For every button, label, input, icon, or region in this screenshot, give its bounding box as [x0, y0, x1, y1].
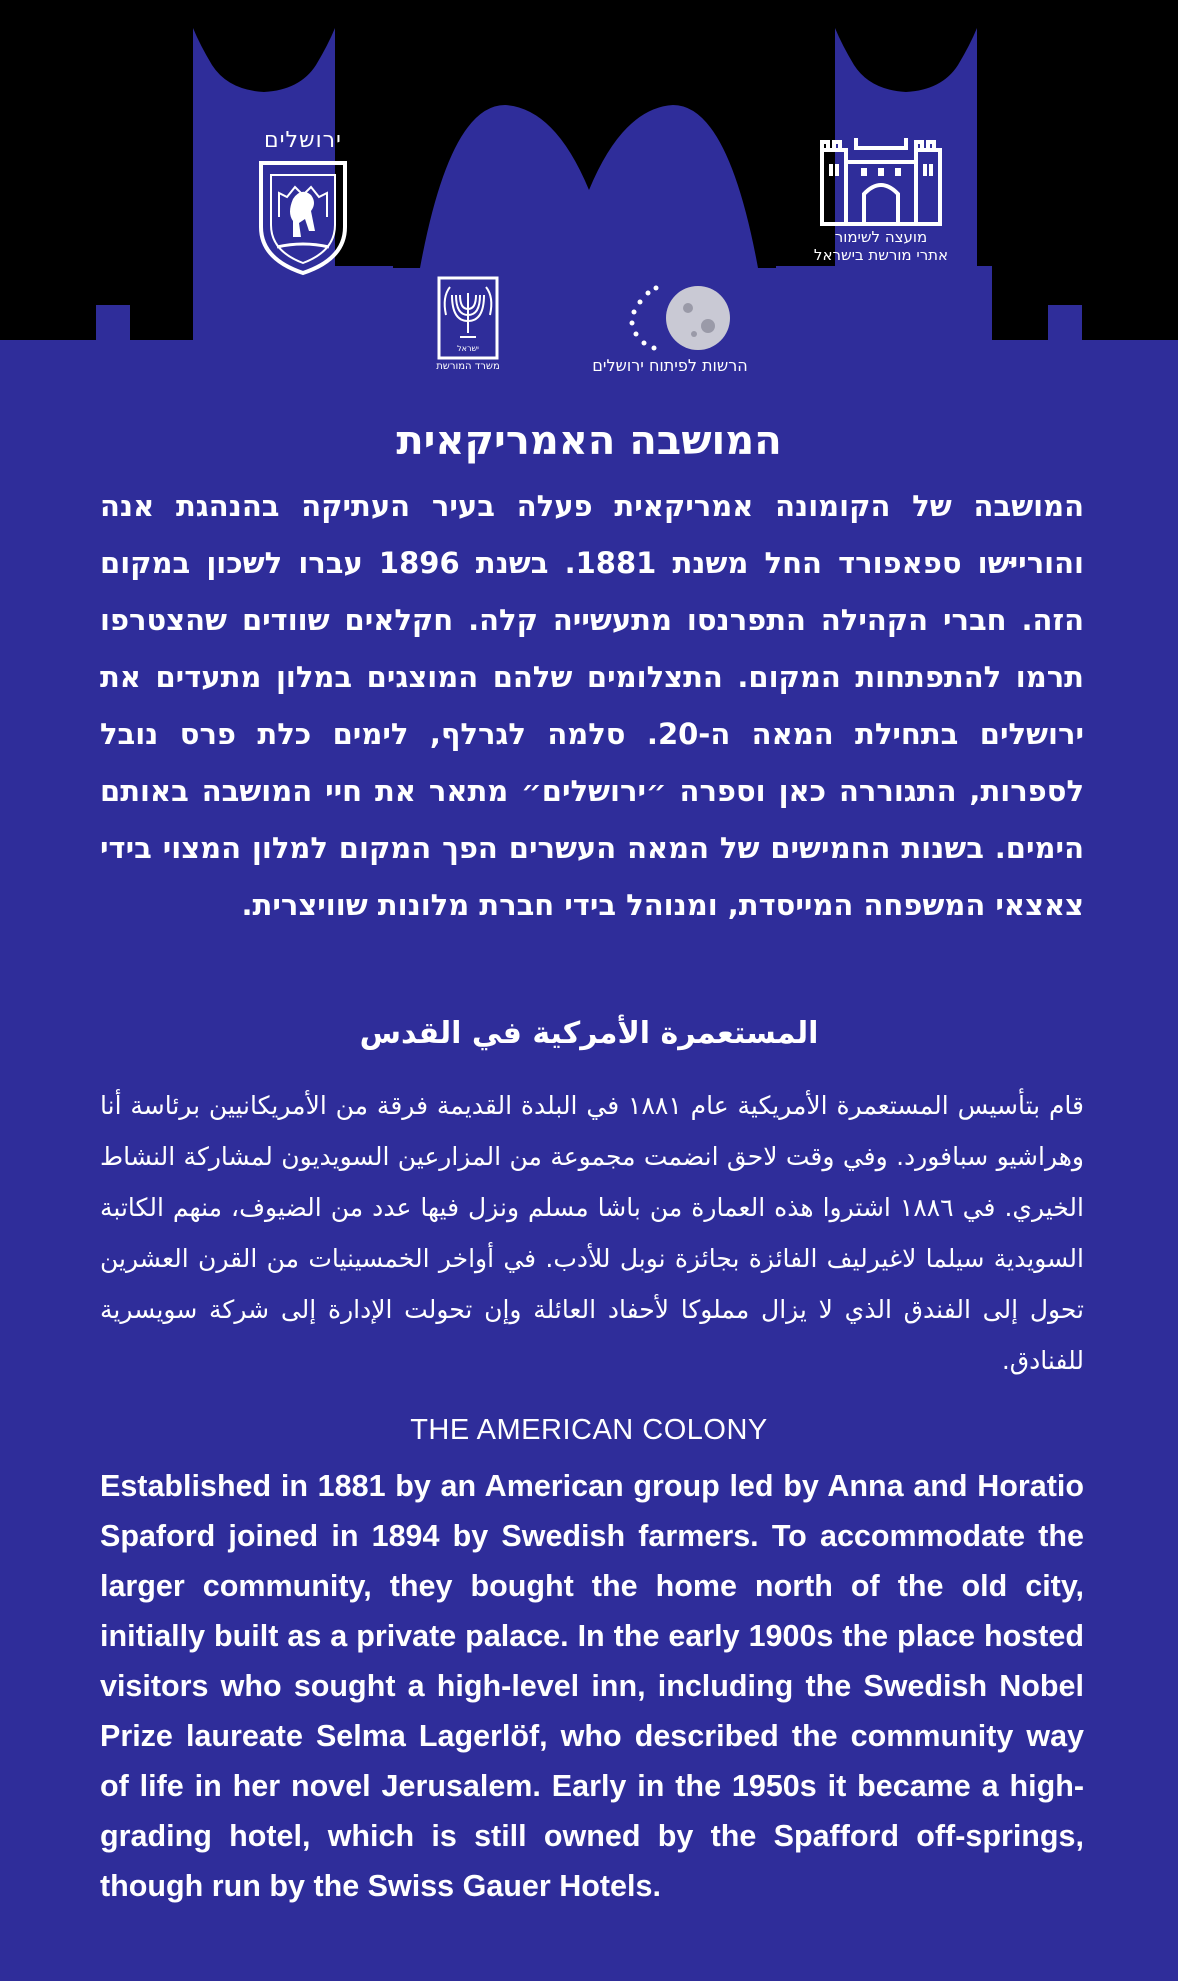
arabic-title: المستعمرة الأمركية في القدس	[359, 1016, 819, 1051]
ministry-emblem-text: ישראל	[457, 344, 479, 353]
moon-dots-icon	[590, 282, 750, 354]
heritage-ministry-logo	[418, 275, 518, 372]
jerusalem-lion-emblem-icon	[253, 157, 353, 277]
heritage-council-logo	[786, 128, 976, 264]
council-caption-line1: מועצה לשימור	[834, 228, 928, 246]
arabic-body-text: قام بتأسيس المستعمرة الأمريكية عام ١٨٨١ في البلدة القديمة فرقة من الأمريكانيين برئاسة أنا وهراشيو سبافورد. وفي وقت لاحق انضمت مجموعة من المزارعين السويديون لمشاركة النشاط الخيري. في ١٨٨٦ اشتروا هذه العمارة من باشا مسلم ونزل فيها عدد من الضيوف، منهم الكاتبة السويدية سيلما لاغيرليف الفائزة بجائزة نوبل للأدب. في أواخر الخمسينيات من القرن العشرين تحول إلى الفندق الذي لا يزال مملوكا لأحفاد العائلة وإن تحولت الإدارة إلى شركة سويسرية للفنادق.	[100, 1091, 1084, 1375]
jerusalem-municipality-logo	[243, 128, 363, 277]
english-body-text: Established in 1881 by an American group led by Anna and Horatio Spaford joined in 1894 by Swedish farmers. To accommodate the larger community, they bought the home north of the old city, initially built as a private palace. In the early 1900s the place hosted visitors who sought a high-level inn, including the Swedish Nobel Prize laureate Selma Lagerlöf, who described the community way of life in her novel Jerusalem. Early in the 1950s it became a high-grading hotel, which is still owned by the Spafford off-springs, though run by the Swiss Gauer Hotels.	[100, 1469, 1084, 1903]
english-title: THE AMERICAN COLONY	[410, 1414, 768, 1446]
ministry-caption: משרד המורשת	[436, 361, 500, 372]
council-caption-line2: אתרי מורשת בישראל	[813, 246, 949, 264]
authority-caption: הרשות לפיתוח ירושלים	[592, 356, 748, 375]
hebrew-body-text: המושבה של הקומונה אמריקאית פעלה בעיר העתיקה בהנהגת אנה והורייּשו ספאפורד החל משנת 1881. בשנת 1896 עברו לשכון במקום הזה. חברי הקהילה התפרנסו מתעשייה קלה. חקלאים שוודים שהצטרפו תרמו להתפתחות המקום. התצלומים שלהם המוצגים במלון מתעדים את ירושלים בתחילת המאה ה-20. סלמה לגרלף, לימים כלת פרס נובל לספרות, התגוררה כאן וספרה ״ירושלים״ מתאר את חיי המושבה באותם הימים. בשנות החמישים של המאה העשרים הפך המקום למלון המצוי בידי צאצאי המשפחה המייסדת, ומנוהל בידי חברת מלונות שוויצרית.	[100, 489, 1084, 922]
jerusalem-logo-caption: ירושלים	[264, 128, 342, 153]
jerusalem-development-authority-logo	[570, 282, 770, 375]
menorah-emblem-icon	[436, 275, 500, 361]
fortress-gate-icon	[816, 128, 946, 228]
hebrew-title: המושבה האמריקאית	[396, 418, 782, 464]
